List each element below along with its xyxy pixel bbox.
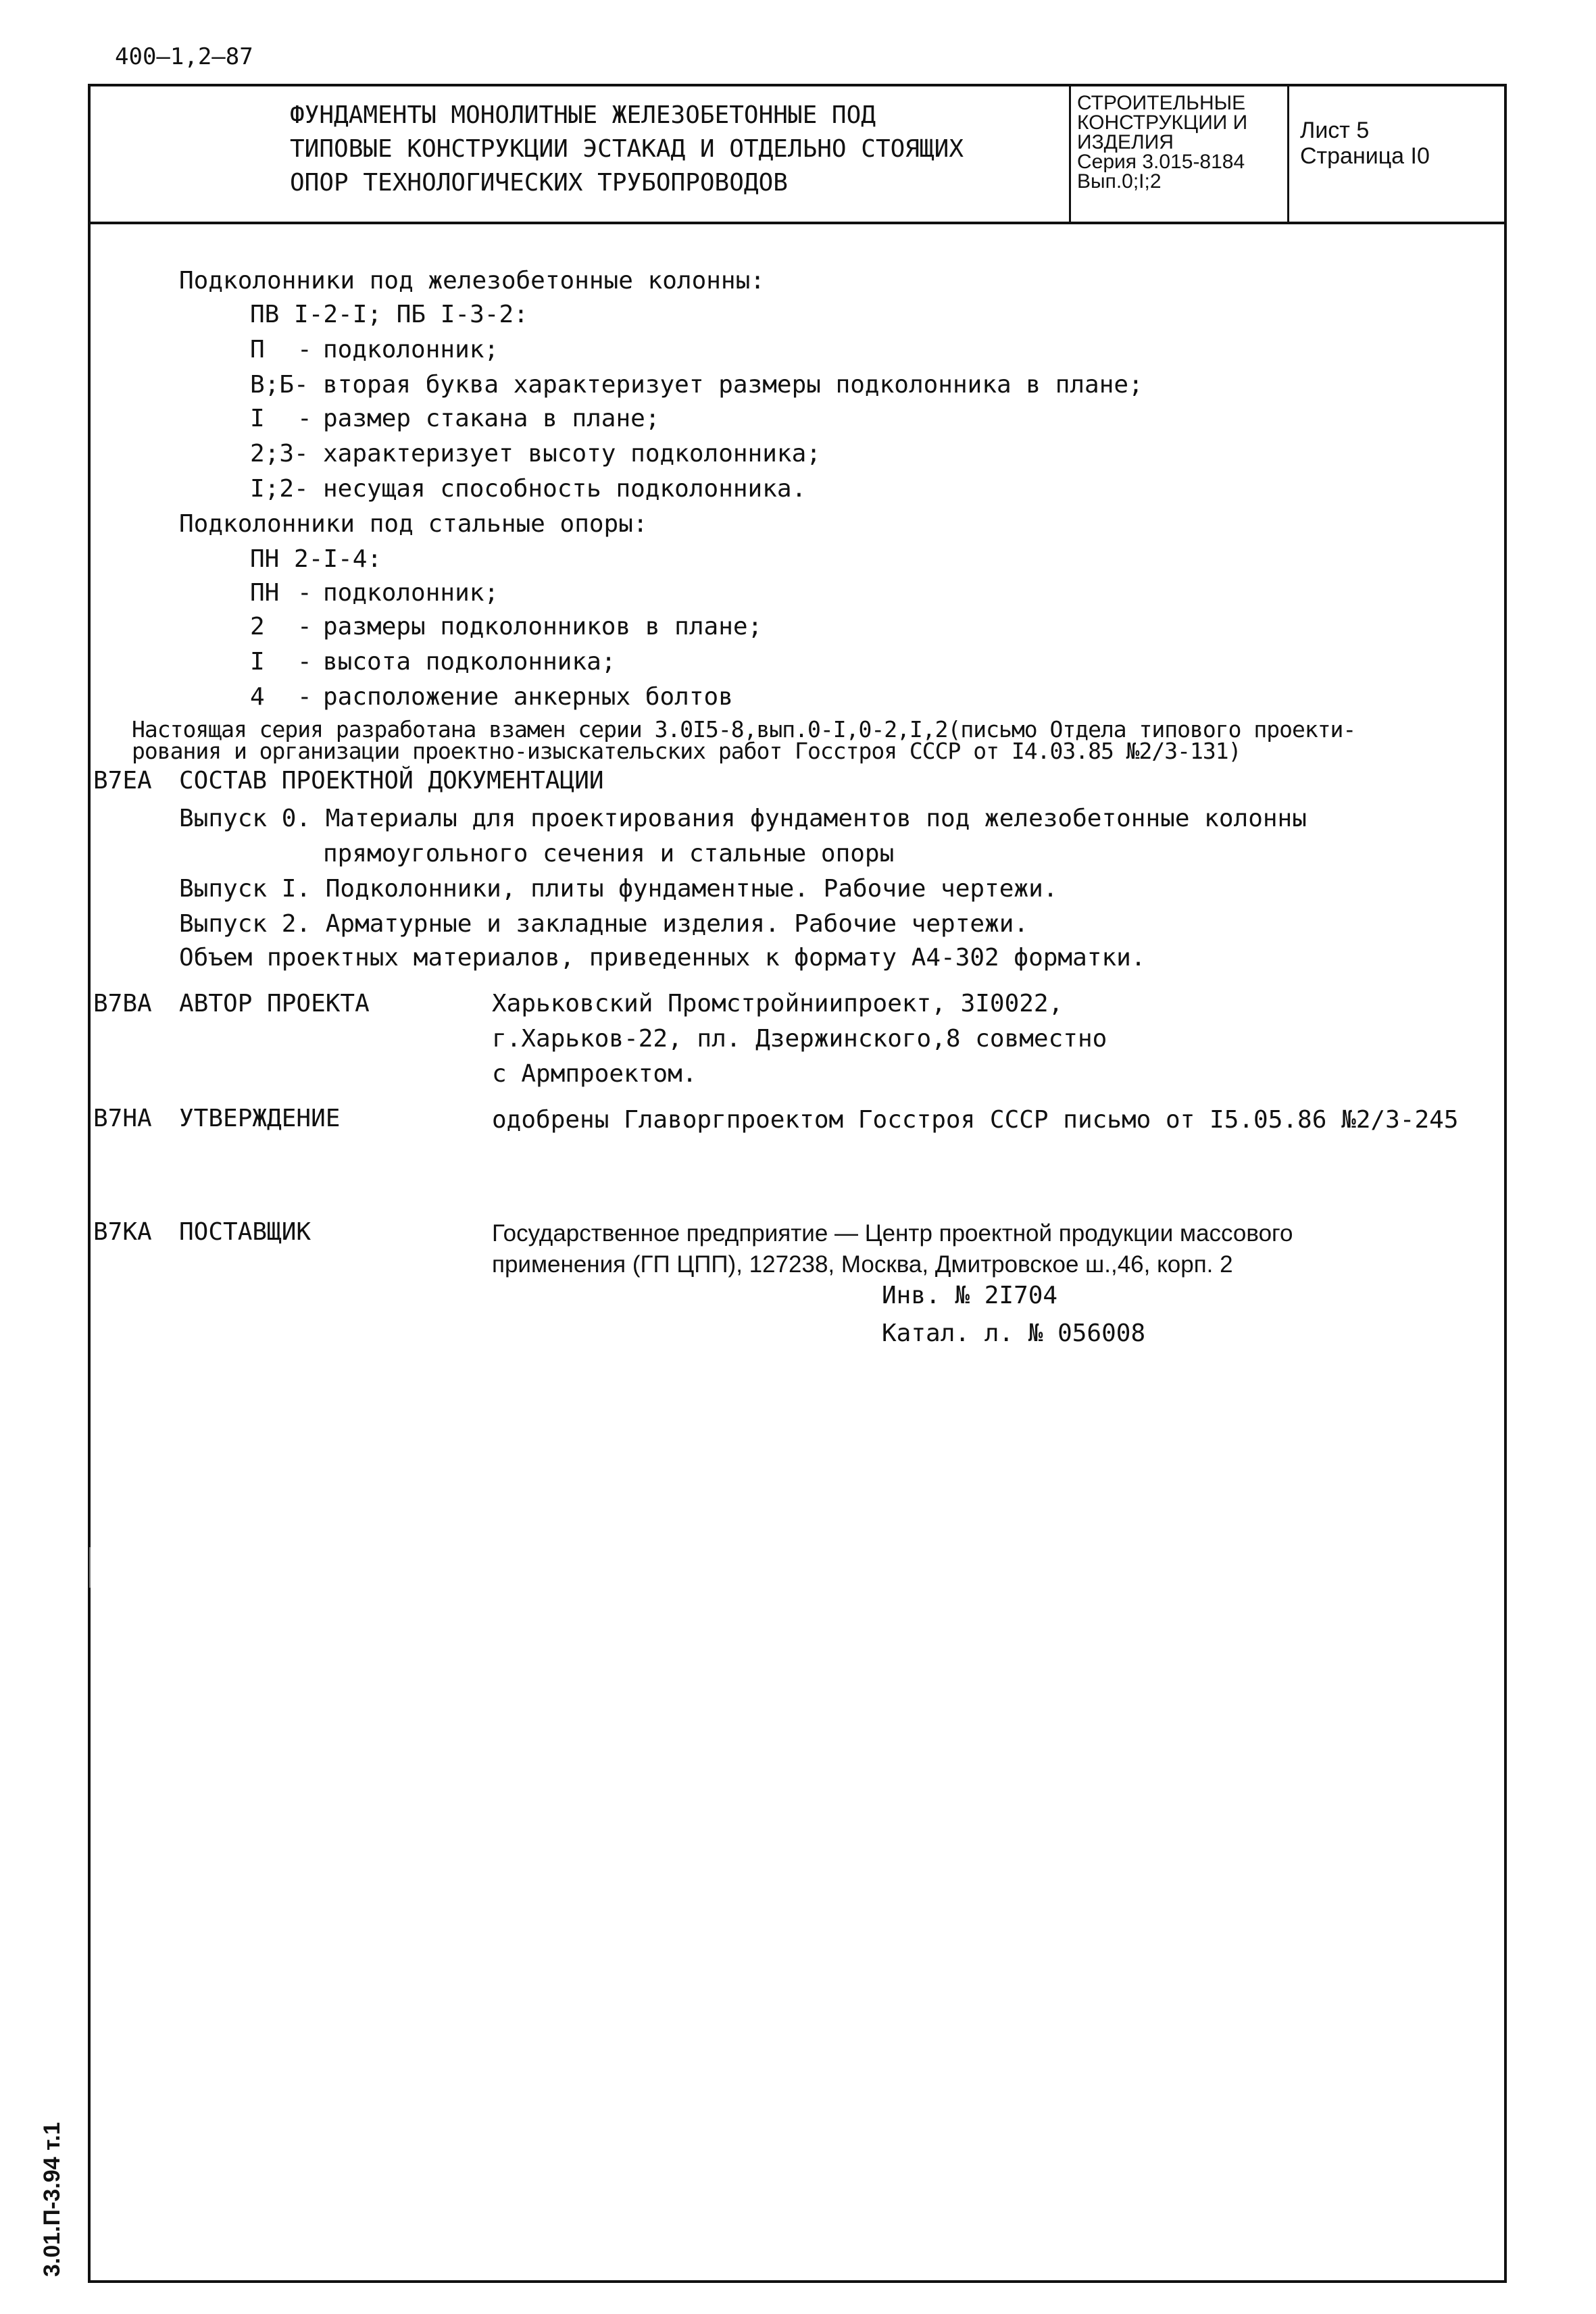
legend-code: 2 bbox=[250, 613, 265, 640]
legend-sep: - bbox=[297, 648, 312, 676]
author-line-2: г.Харьков-22, пл. Дзержинского,8 совместно bbox=[492, 1025, 1107, 1053]
legend-code: В;Б- bbox=[250, 371, 309, 399]
stamp-divider bbox=[1287, 86, 1289, 222]
side-stamp: 3.01.П-3.94 т.1 bbox=[39, 2121, 65, 2277]
margin-mark bbox=[89, 1547, 91, 1588]
replacement-note-line-1: Настоящая серия разработана взамен серии 3.0I5-8,вып.0-I,0-2,I,2(письмо Отдела типового проекти- bbox=[132, 716, 1356, 743]
volume-note: Объем проектных материалов, приведенных к формату А4-302 форматки. bbox=[179, 944, 1146, 972]
issue-2: Выпуск 2. Арматурные и закладные изделия. Рабочие чертежи. bbox=[179, 910, 1029, 938]
legend-code: П bbox=[250, 336, 265, 363]
page-number: Страница I0 bbox=[1300, 143, 1430, 169]
composition-label: СОСТАВ ПРОЕКТНОЙ ДОКУМЕНТАЦИИ bbox=[179, 767, 604, 795]
legend-sep: - bbox=[297, 405, 312, 432]
issue-label: Вып.0;I;2 bbox=[1077, 170, 1162, 193]
stamp-line-1: СТРОИТЕЛЬНЫЕ bbox=[1077, 92, 1246, 114]
document-code: 400—1,2—87 bbox=[115, 43, 253, 70]
legend-text: размер стакана в плане; bbox=[323, 405, 660, 432]
steel-pedestals-mark: ПН 2-I-4: bbox=[250, 545, 382, 573]
legend-text: характеризует высоту подколонника; bbox=[323, 440, 821, 468]
title-line-1: ФУНДАМЕНТЫ МОНОЛИТНЫЕ ЖЕЛЕЗОБЕТОННЫЕ ПОД bbox=[290, 101, 876, 129]
legend-code: 2;3- bbox=[250, 440, 309, 468]
supplier-label: ПОСТАВЩИК bbox=[179, 1218, 311, 1246]
replacement-note-line-2: рования и организации проектно-изыскательских работ Госстроя СССР от I4.03.85 №2/3-131) bbox=[132, 738, 1241, 764]
author-line-3: с Армпроектом. bbox=[492, 1060, 697, 1088]
legend-text: высота подколонника; bbox=[323, 648, 616, 676]
legend-text: подколонник; bbox=[323, 579, 499, 607]
legend-code: I bbox=[250, 405, 265, 432]
approval-label: УТВЕРЖДЕНИЕ bbox=[179, 1105, 341, 1132]
legend-code: I;2- bbox=[250, 475, 309, 503]
issue-1: Выпуск I. Подколонники, плиты фундаментные. Рабочие чертежи. bbox=[179, 875, 1058, 903]
rc-pedestals-mark: ПВ I-2-I; ПБ I-3-2: bbox=[250, 301, 528, 328]
legend-sep: - bbox=[297, 336, 312, 363]
section-code: В7ВА bbox=[93, 990, 152, 1017]
legend-text: подколонник; bbox=[323, 336, 499, 363]
legend-sep: - bbox=[297, 579, 312, 607]
title-line-3: ОПОР ТЕХНОЛОГИЧЕСКИХ ТРУБОПРОВОДОВ bbox=[290, 169, 788, 197]
steel-pedestals-heading: Подколонники под стальные опоры: bbox=[179, 510, 648, 538]
author-line-1: Харьковский Промстройниипроект, 3I0022, bbox=[492, 990, 1064, 1017]
section-code: В7НА bbox=[93, 1105, 152, 1132]
inventory-number: Инв. № 2I704 bbox=[882, 1282, 1058, 1309]
title-block bbox=[91, 86, 1504, 224]
catalog-sheet-number: Катал. л. № 056008 bbox=[882, 1319, 1146, 1347]
section-code: В7КА bbox=[93, 1218, 152, 1246]
approval-text: одобрены Главоргпроектом Госстроя СССР письмо от I5.05.86 №2/3-245 bbox=[492, 1106, 1459, 1134]
issue-0-line-1: Выпуск 0. Материалы для проектирования фундаментов под железобетонные колонны bbox=[179, 805, 1307, 832]
supplier-line-1: Государственное предприятие — Центр проектной продукции массового bbox=[492, 1220, 1293, 1247]
stamp-line-3: ИЗДЕЛИЯ bbox=[1077, 131, 1174, 153]
legend-code: 4 bbox=[250, 683, 265, 711]
supplier-line-2: применения (ГП ЦПП), 127238, Москва, Дмитровское ш.,46, корп. 2 bbox=[492, 1251, 1233, 1278]
title-line-2: ТИПОВЫЕ КОНСТРУКЦИИ ЭСТАКАД И ОТДЕЛЬНО СТОЯЩИХ bbox=[290, 135, 964, 163]
legend-sep: - bbox=[297, 613, 312, 640]
author-label: АВТОР ПРОЕКТА bbox=[179, 990, 370, 1017]
sheet-number: Лист 5 bbox=[1300, 118, 1370, 143]
series-label: Серия 3.015-8184 bbox=[1077, 151, 1245, 173]
legend-code: I bbox=[250, 648, 265, 676]
issue-0-line-2: прямоугольного сечения и стальные опоры bbox=[323, 840, 895, 867]
legend-sep: - bbox=[297, 683, 312, 711]
title-divider bbox=[1069, 86, 1071, 222]
legend-text: размеры подколонников в плане; bbox=[323, 613, 763, 640]
rc-pedestals-heading: Подколонники под железобетонные колонны: bbox=[179, 267, 765, 295]
legend-text: несущая способность подколонника. bbox=[323, 475, 807, 503]
legend-text: вторая буква характеризует размеры подколонника в плане; bbox=[323, 371, 1143, 399]
legend-text: расположение анкерных болтов bbox=[323, 683, 733, 711]
legend-code: ПН bbox=[250, 579, 280, 607]
stamp-line-2: КОНСТРУКЦИИ И bbox=[1077, 111, 1248, 134]
section-code: В7ЕА bbox=[93, 767, 152, 795]
